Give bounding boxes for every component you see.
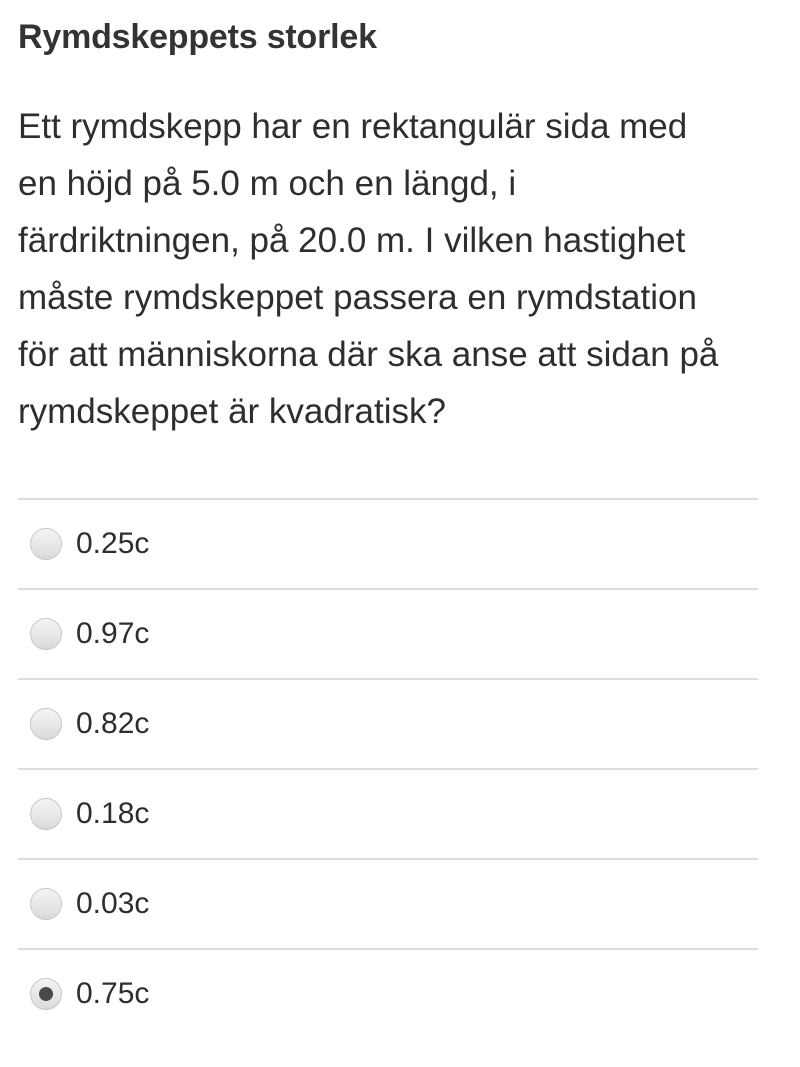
answer-label: 0.75c [76,977,150,1010]
radio-button[interactable] [30,798,62,830]
radio-button[interactable] [30,888,62,920]
answer-label: 0.97c [76,617,150,650]
question-line: färdriktningen, på 20.0 m. I vilken hastighet [18,221,686,260]
question-line: rymdskeppet är kvadratisk? [18,392,446,431]
answer-label: 0.82c [76,707,150,740]
answer-option-6[interactable] [18,950,758,1038]
answer-option-3[interactable] [18,680,758,770]
question-line: Ett rymdskepp har en rektangulär sida med [18,107,688,146]
question-text [18,98,763,440]
radio-button[interactable] [30,708,62,740]
answer-option-1[interactable] [18,500,758,590]
radio-button[interactable] [30,528,62,560]
answer-option-2[interactable] [18,590,758,680]
question-title: Rymdskeppets storlek [18,18,377,56]
answer-option-5[interactable] [18,860,758,950]
answer-label: 0.25c [76,527,150,560]
question-line: måste rymdskeppet passera en rymdstation [18,278,697,317]
answer-options [18,498,758,1038]
question-line: för att människorna där ska anse att sidan på [18,335,719,374]
radio-button[interactable] [30,618,62,650]
answer-option-4[interactable] [18,770,758,860]
answer-label: 0.03c [76,887,150,920]
radio-button[interactable] [30,978,62,1010]
answer-label: 0.18c [76,797,150,830]
question-line: en höjd på 5.0 m och en längd, i [18,164,517,203]
